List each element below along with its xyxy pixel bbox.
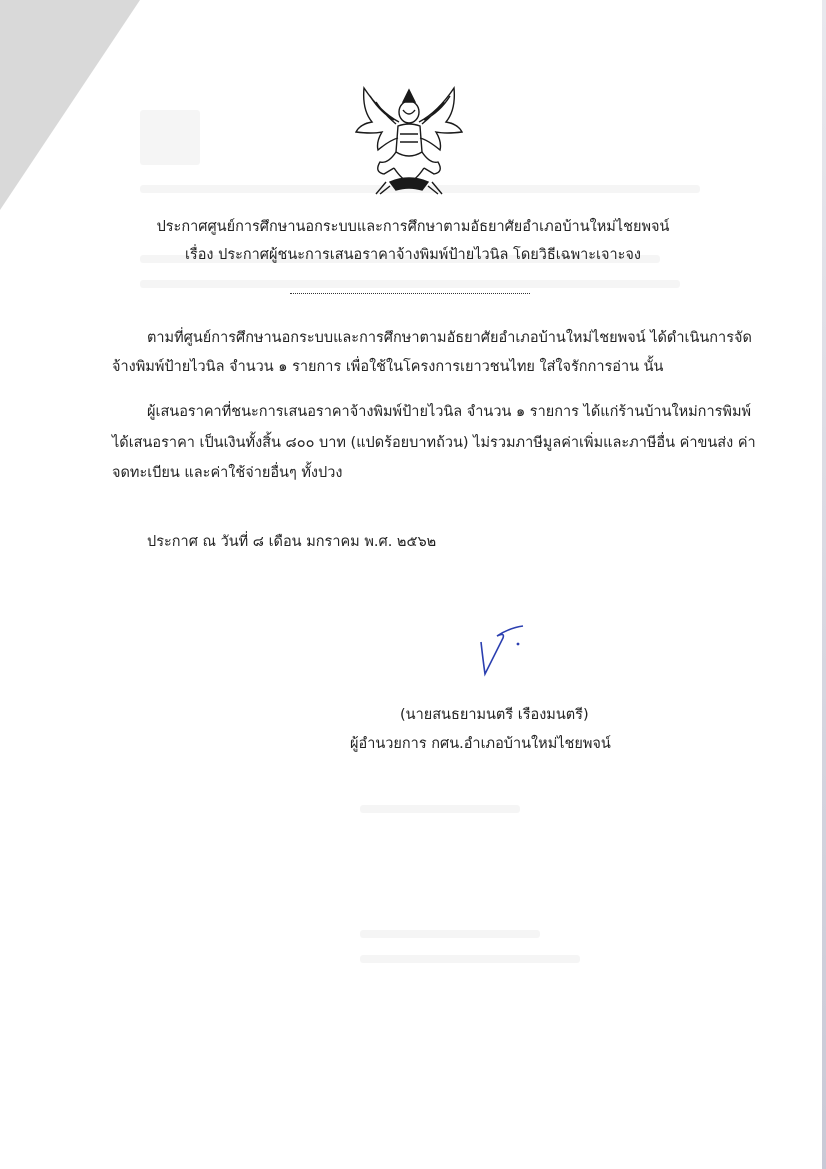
announcement-title: ประกาศศูนย์การศึกษานอกระบบและการศึกษาตามอัธยาศัยอำเภอบ้านใหม่ไชยพจน์ bbox=[156, 219, 670, 235]
announcement-date: ประกาศ ณ วันที่ ๘ เดือน มกราคม พ.ศ. ๒๕๖๒ bbox=[147, 534, 437, 550]
signature-mark bbox=[475, 622, 535, 682]
bleed-through-mark bbox=[140, 110, 200, 165]
paragraph-1-line-2: จ้างพิมพ์ป้ายไวนิล จำนวน ๑ รายการ เพื่อใช้ในโครงการเยาวชนไทย ใส่ใจรักการอ่าน นั้น bbox=[112, 359, 664, 375]
paragraph-2-line-2: ได้เสนอราคา เป็นเงินทั้งสิ้น ๘๐๐ บาท (แปดร้อยบาทถ้วน) ไม่รวมภาษีมูลค่าเพิ่มและภาษีอื่น ค่าขนส่ง ค่า bbox=[112, 435, 756, 451]
title-divider bbox=[290, 293, 530, 294]
scan-edge bbox=[822, 0, 826, 1169]
bleed-through-mark bbox=[360, 930, 540, 938]
announcement-subject: เรื่อง ประกาศผู้ชนะการเสนอราคาจ้างพิมพ์ป้ายไวนิล โดยวิธีเฉพาะเจาะจง bbox=[184, 247, 642, 263]
bleed-through-mark bbox=[360, 955, 580, 963]
bleed-through-mark bbox=[140, 280, 680, 288]
paragraph-2-line-3: จดทะเบียน และค่าใช้จ่ายอื่นๆ ทั้งปวง bbox=[112, 465, 343, 481]
signatory-position: ผู้อำนวยการ กศน.อำเภอบ้านใหม่ไชยพจน์ bbox=[350, 736, 611, 752]
scan-shadow-corner bbox=[0, 0, 140, 210]
signatory-name: (นายสนธยามนตรี เรืองมนตรี) bbox=[400, 707, 589, 723]
paragraph-1-line-1: ตามที่ศูนย์การศึกษานอกระบบและการศึกษาตามอัธยาศัยอำเภอบ้านใหม่ไชยพจน์ ได้ดำเนินการจัด bbox=[147, 330, 752, 346]
bleed-through-mark bbox=[360, 805, 520, 813]
garuda-emblem-icon bbox=[350, 82, 468, 200]
paragraph-2-line-1: ผู้เสนอราคาที่ชนะการเสนอราคาจ้างพิมพ์ป้ายไวนิล จำนวน ๑ รายการ ได้แก่ร้านบ้านใหม่การพิมพ์ bbox=[147, 404, 752, 420]
